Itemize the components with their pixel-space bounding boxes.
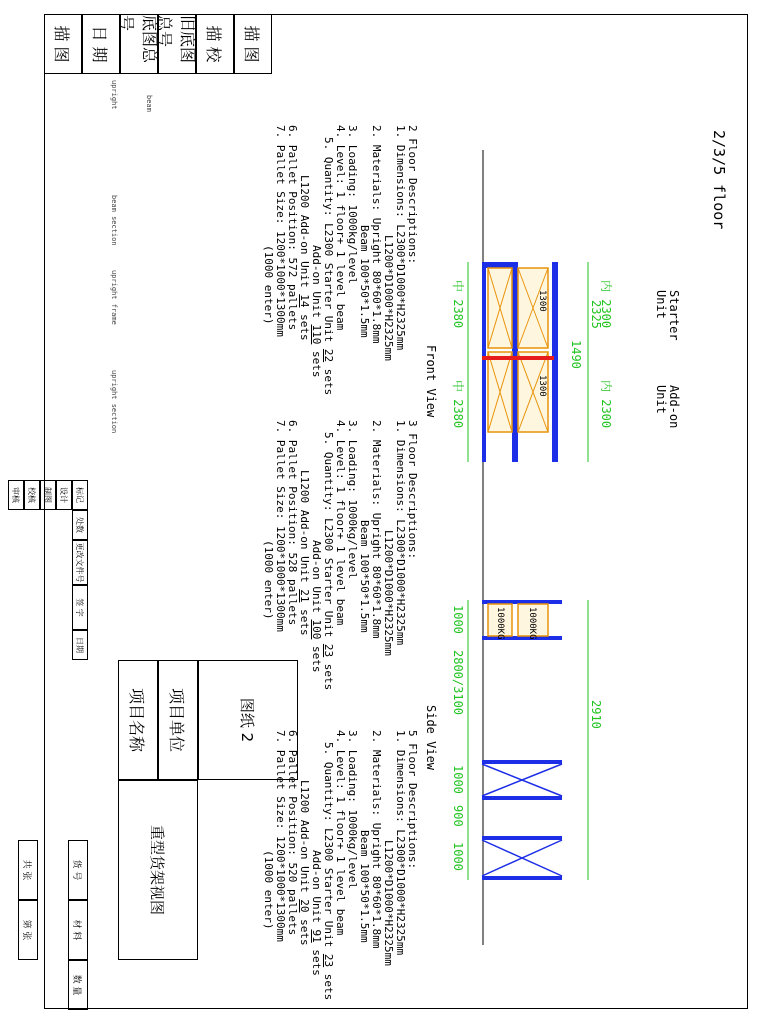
side-view-rack — [482, 600, 562, 880]
project-unit-label: 项目单位 — [158, 660, 198, 780]
spec-block-3-floor: 3 Floor Descriptions: 1. Dimensions: L2300*D1000*H2325mm L1200*D1000*H2325mm 2. Materials: Upright 80*60*1.8mm Beam 100*50*1.5mm 3. Loading: 1000kg/level 4. Level: 1 floor+ 1 level beam 5. Quantity: L2300 Starter Unit 23 sets Add-on Unit 100 sets L1200 Add-on Unit 21 sets 6. Pallet Position: 528 pallets 7. Pallet Size: 1200*1000*1300mm (1000 enter) — [262, 420, 419, 691]
detail-upright-frame: upright frame — [110, 270, 118, 325]
tb-drafting: 制图 — [40, 480, 56, 510]
side-label-base-no: 底图总号 — [120, 14, 158, 74]
dim-front-left-a: 中 2380 — [451, 280, 465, 329]
detail-upright-label: upright — [110, 80, 118, 110]
dim-front-total: 2325 — [589, 300, 603, 329]
dim-side-seg-2: 1000 — [451, 765, 465, 794]
tb-mark: 标记 — [72, 480, 88, 510]
drawing-number: 图纸 2 — [198, 660, 298, 780]
tb-count: 处数 — [72, 510, 88, 540]
dim-side-total: 2910 — [589, 700, 603, 729]
side-label-draw2: 描 图 — [234, 14, 272, 74]
spec-block-5-floor: 5 Floor Descriptions: 1. Dimensions: L2300*D1000*H2325mm L1200*D1000*H2325mm 2. Materials: Upright 80*60*1.8mm Beam 100*50*1.5mm 3. Loading: 1000kg/level 4. Level: 1 floor+ 1 level beam 5. Quantity: L2300 Starter Unit 23 sets Add-on Unit 91 sets L1200 Add-on Unit 20 sets 6. Pallet Position: 520 pallets 7. Pallet Size: 1200*1000*1300mm (1000 enter) — [262, 730, 419, 1001]
load-label-2: 1000KG — [495, 607, 505, 640]
tb-checking: 校核 — [24, 480, 40, 510]
starter-unit-label: Starter Unit — [654, 290, 681, 341]
side-label-old-base-no: 旧底图总号 — [158, 14, 196, 74]
tb-quantity: 数 量 — [68, 960, 88, 1010]
drawing-title-cn: 重型货架视图 — [118, 780, 198, 960]
dim-side-seg-1: 2800/3100 — [451, 650, 465, 716]
dim-front-right-a: 内 2300 — [599, 280, 613, 329]
addon-unit-label: Add-on Unit — [654, 385, 681, 429]
side-label-draw: 描 图 — [44, 14, 82, 74]
dim-front-left-b: 中 2380 — [451, 380, 465, 429]
dim-front-right-b: 内 2300 — [599, 380, 613, 429]
detail-beam-label: beam — [145, 95, 153, 112]
front-view-label: Front View — [424, 345, 438, 418]
side-view-label: Side View — [424, 705, 438, 771]
tb-total-sheets: 共 张 — [18, 840, 38, 900]
dim-front-inner: 1490 — [569, 340, 583, 369]
load-label-1: 1000KG — [527, 607, 537, 640]
side-label-date: 日 期 — [82, 14, 120, 74]
spec-block-2-floor: 2 Floor Descriptions: 1. Dimensions: L2300*D1000*H2325mm L1200*D1000*H2325mm 2. Materials: Upright 80*60*1.8mm Beam 100*50*1.5mm 3. Loading: 1000kg/level 4. Level: 1 floor+ 1 level beam 5. Quantity: L2300 Starter Unit 22 sets Add-on Unit 110 sets L1200 Add-on Unit 14 sets 6. Pallet Position: 572 pallets 7. Pallet Size: 1200*1000*1300mm (1000 enter) — [262, 125, 419, 396]
tb-part-no: 货 号 — [68, 840, 88, 900]
project-name-label: 项目名称 — [118, 660, 158, 780]
tb-change-doc: 更改文件号 — [72, 540, 88, 585]
tb-review: 审核 — [8, 480, 24, 510]
detail-upright-section: upright section — [110, 370, 118, 434]
tb-material: 材 料 — [68, 900, 88, 960]
tb-design: 设计 — [56, 480, 72, 510]
side-label-check: 描 校 — [196, 14, 234, 74]
detail-beam-section: beam section — [110, 195, 118, 246]
dim-side-seg-4: 1000 — [451, 842, 465, 871]
beam-label-2: 1300 — [537, 375, 547, 397]
tb-date: 日期 — [72, 630, 88, 660]
beam-label-1: 1300 — [537, 290, 547, 312]
dim-side-seg-0: 1000 — [451, 605, 465, 634]
drawing-title: 2/3/5 floor — [710, 130, 728, 230]
dim-side-seg-3: 900 — [451, 805, 465, 827]
tb-signature: 签 字 — [72, 585, 88, 630]
tb-sheet-no: 第 张 — [18, 900, 38, 960]
